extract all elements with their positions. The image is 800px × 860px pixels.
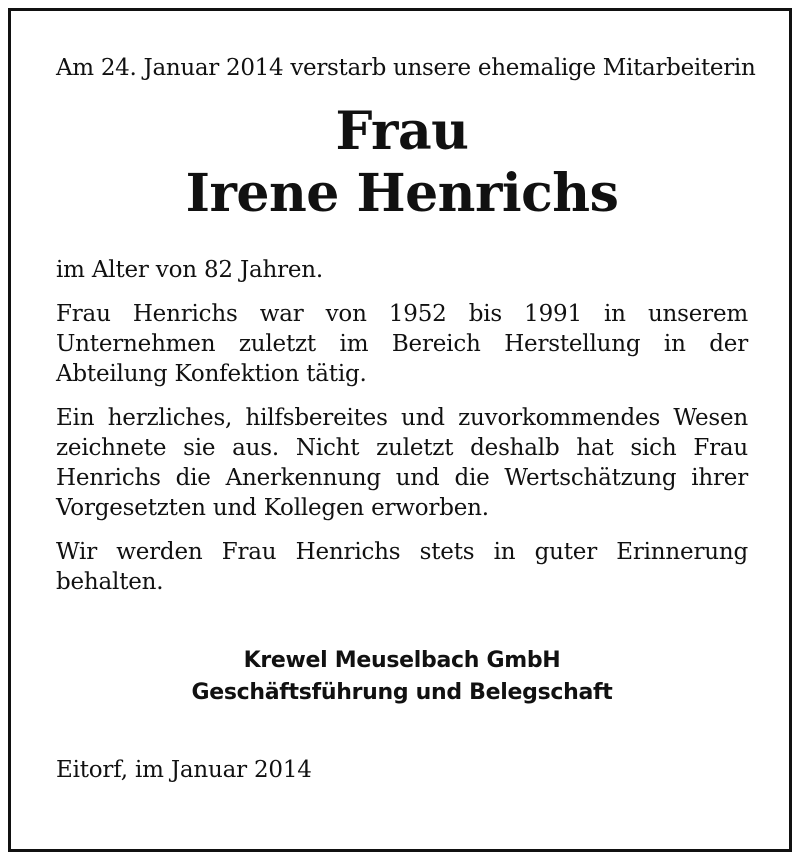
- name-title: Frau: [335, 101, 469, 162]
- sender-block: [56, 645, 748, 709]
- paragraph-employment: Frau Henrichs war von 1952 bis 1991 in unserem Unternehmen zuletzt im Bereich Herstellung in der Abteilung Konfektion tätig.: [56, 301, 748, 387]
- age-text: im Alter von 82 Jahren.: [56, 257, 324, 283]
- intro-text: Am 24. Januar 2014 verstarb unsere ehemalige Mitarbeiterin: [56, 55, 756, 81]
- paragraph-remembrance: Wir werden Frau Henrichs stets in guter Erinnerung behalten.: [56, 539, 748, 595]
- sender-group: Geschäftsführung und Belegschaft: [191, 680, 613, 705]
- name-full: Irene Henrichs: [185, 163, 619, 224]
- paragraph-character: Ein herzliches, hilfsbereites und zuvorkommendes Wesen zeichnete sie aus. Nicht zuletzt deshalb hat sich Frau Henrichs die Anerkennung und die Wertschätzung ihrer Vorgesetzten und Kollegen erworben.: [56, 405, 748, 521]
- deceased-name-block: [56, 101, 748, 225]
- obituary-content: [56, 53, 756, 785]
- place-date: Eitorf, im Januar 2014: [56, 757, 312, 783]
- sender-company: Krewel Meuselbach GmbH: [243, 648, 561, 673]
- obituary-notice-frame: [8, 8, 792, 852]
